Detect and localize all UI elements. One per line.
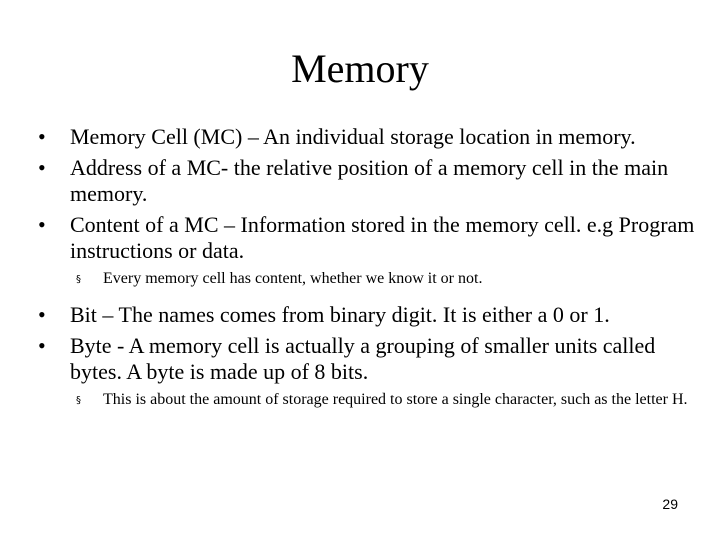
bullet-address	[38, 155, 698, 207]
bullet-marker: •	[38, 212, 46, 237]
bullet-byte	[38, 333, 698, 385]
bullet-text: Memory Cell (MC) – An individual storage location in memory.	[70, 124, 636, 149]
bullet-text: Byte - A memory cell is actually a grouping of smaller units called bytes. A byte is made up of 8 bits.	[70, 333, 656, 384]
sub-bullet-text: Every memory cell has content, whether we know it or not.	[103, 270, 483, 287]
sub-bullet-marker: §	[76, 274, 81, 285]
bullet-text: Content of a MC – Information stored in the memory cell. e.g Program instructions or data.	[70, 212, 695, 263]
slide-body	[38, 124, 698, 423]
bullet-memory-cell	[38, 124, 698, 150]
bullet-content	[38, 212, 698, 264]
sub-bullet-byte-note	[76, 390, 698, 409]
bullet-marker: •	[38, 124, 46, 149]
sub-bullet-text: This is about the amount of storage required to store a single character, such as the letter H.	[103, 391, 688, 408]
bullet-marker: •	[38, 302, 46, 327]
bullet-text: Address of a MC- the relative position of a memory cell in the main memory.	[70, 155, 669, 206]
bullet-bit	[38, 302, 698, 328]
bullet-marker: •	[38, 155, 46, 180]
sub-bullet-marker: §	[76, 395, 81, 406]
slide-title: Memory	[291, 46, 429, 91]
page-number: 29	[662, 496, 678, 512]
sub-bullet-content-note	[76, 269, 698, 288]
bullet-text: Bit – The names comes from binary digit. It is either a 0 or 1.	[70, 302, 610, 327]
bullet-marker: •	[38, 333, 46, 358]
